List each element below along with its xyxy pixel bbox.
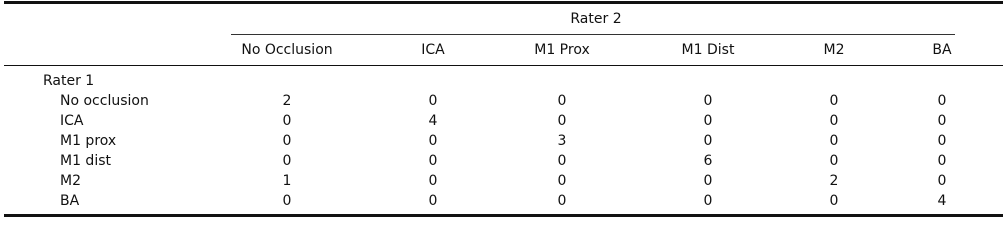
table-bottom-rule [4, 214, 1003, 217]
table-cell: 1 [282, 173, 292, 189]
table-cell: 0 [703, 133, 713, 149]
table-cell: 6 [703, 153, 713, 169]
table-cell: 4 [428, 113, 438, 129]
header-rule [4, 65, 1003, 66]
table-cell: 0 [282, 153, 292, 169]
table-cell: 0 [428, 133, 438, 149]
column-header: ICA [421, 42, 445, 58]
table-cell: 0 [557, 193, 567, 209]
row-label: No occlusion [60, 93, 149, 109]
table-cell: 0 [937, 133, 947, 149]
table-cell: 0 [703, 173, 713, 189]
column-header: M2 [823, 42, 845, 58]
table-cell: 0 [282, 193, 292, 209]
column-group-rule [231, 34, 955, 35]
rater-2-header: Rater 2 [570, 11, 622, 27]
table-cell: 0 [428, 173, 438, 189]
table-cell: 0 [937, 173, 947, 189]
table-cell: 0 [829, 113, 839, 129]
column-header: BA [932, 42, 952, 58]
table-cell: 0 [937, 153, 947, 169]
table-cell: 4 [937, 193, 947, 209]
rater-1-label: Rater 1 [43, 73, 95, 89]
row-label: ICA [60, 113, 84, 129]
table-cell: 3 [557, 133, 567, 149]
column-header: M1 Dist [681, 42, 735, 58]
table-cell: 0 [829, 133, 839, 149]
table-cell: 0 [937, 113, 947, 129]
row-label: M2 [60, 173, 81, 189]
row-label: M1 prox [60, 133, 117, 149]
table-cell: 0 [703, 193, 713, 209]
table-cell: 0 [557, 173, 567, 189]
table-cell: 0 [703, 113, 713, 129]
table-top-rule [4, 1, 1003, 4]
table-cell: 0 [428, 193, 438, 209]
table-cell: 0 [428, 153, 438, 169]
table-cell: 0 [829, 93, 839, 109]
table-cell: 0 [557, 113, 567, 129]
row-label: M1 dist [60, 153, 111, 169]
table-cell: 0 [557, 93, 567, 109]
table-cell: 2 [282, 93, 292, 109]
table-cell: 0 [937, 93, 947, 109]
column-header: No Occlusion [241, 42, 333, 58]
table-cell: 0 [282, 133, 292, 149]
table-cell: 2 [829, 173, 839, 189]
table-cell: 0 [428, 93, 438, 109]
table-cell: 0 [703, 93, 713, 109]
table-cell: 0 [282, 113, 292, 129]
column-header: M1 Prox [534, 42, 590, 58]
table-cell: 0 [829, 193, 839, 209]
row-label: BA [60, 193, 80, 209]
table-cell: 0 [557, 153, 567, 169]
table-cell: 0 [829, 153, 839, 169]
